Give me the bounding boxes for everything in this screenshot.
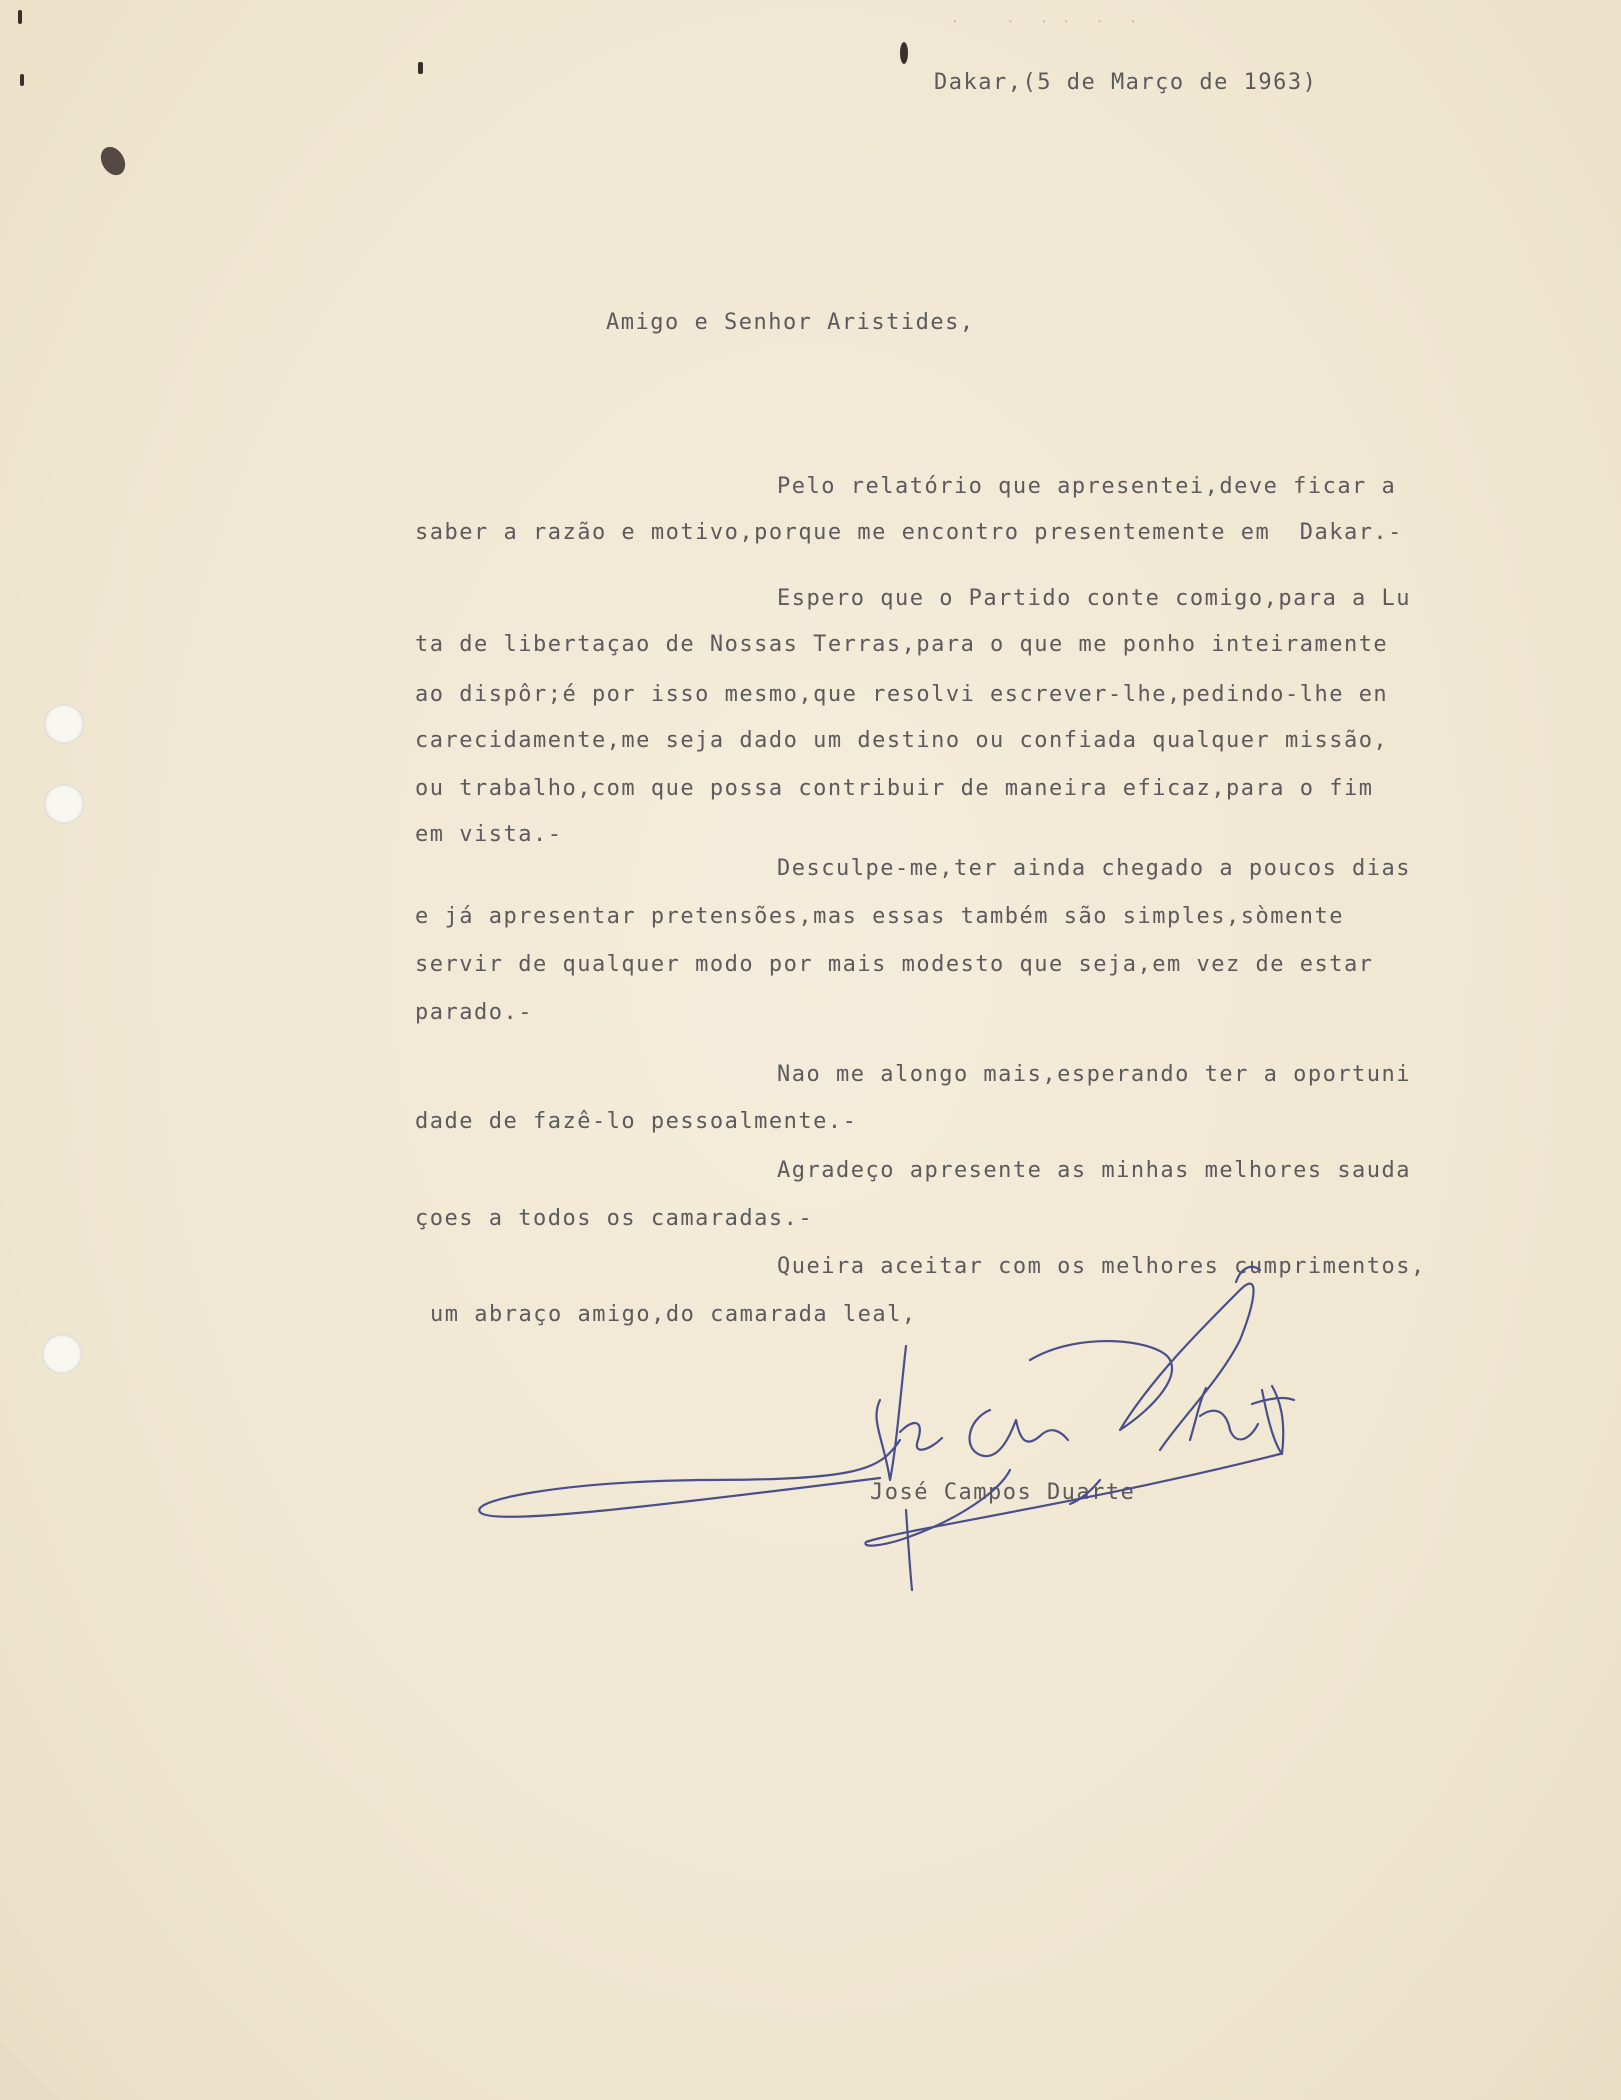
body-line: ou trabalho,com que possa contribuir de maneira eficaz,para o fim xyxy=(415,776,1374,801)
body-line: em vista.- xyxy=(415,822,563,847)
body-line: dade de fazê-lo pessoalmente.- xyxy=(415,1109,858,1134)
body-line: ao dispôr;é por isso mesmo,que resolvi escrever-lhe,pedindo-lhe en xyxy=(415,682,1389,707)
body-line: çoes a todos os camaradas.- xyxy=(415,1206,814,1231)
body-line: carecidamente,me seja dado um destino ou confiada qualquer missão, xyxy=(415,728,1389,753)
body-line: Espero que o Partido conte comigo,para a Lu xyxy=(777,586,1412,611)
body-line: ta de libertaçao de Nossas Terras,para o que me ponho inteiramente xyxy=(415,632,1389,657)
faint-header-marks: · · · · · · xyxy=(950,12,1140,31)
body-line: Nao me alongo mais,esperando ter a oportuni xyxy=(777,1062,1412,1087)
body-line: Agradeço apresente as minhas melhores sauda xyxy=(777,1158,1412,1183)
body-line: servir de qualquer modo por mais modesto que seja,em vez de estar xyxy=(415,952,1374,977)
letter-date: Dakar,(5 de Março de 1963) xyxy=(934,70,1318,95)
body-line: Queira aceitar com os melhores cumprimentos, xyxy=(777,1254,1426,1279)
body-line: saber a razão e motivo,porque me encontro presentemente em Dakar.- xyxy=(415,520,1403,545)
body-line: e já apresentar pretensões,mas essas também são simples,sòmente xyxy=(415,904,1344,929)
body-line: parado.- xyxy=(415,1000,533,1025)
body-line: Desculpe-me,ter ainda chegado a poucos dias xyxy=(777,856,1412,881)
letter-salutation: Amigo e Senhor Aristides, xyxy=(606,310,975,335)
body-line: Pelo relatório que apresentei,deve ficar a xyxy=(777,474,1397,499)
body-line: um abraço amigo,do camarada leal, xyxy=(430,1302,917,1327)
typed-signature-name: José Campos Duarte xyxy=(870,1480,1136,1505)
